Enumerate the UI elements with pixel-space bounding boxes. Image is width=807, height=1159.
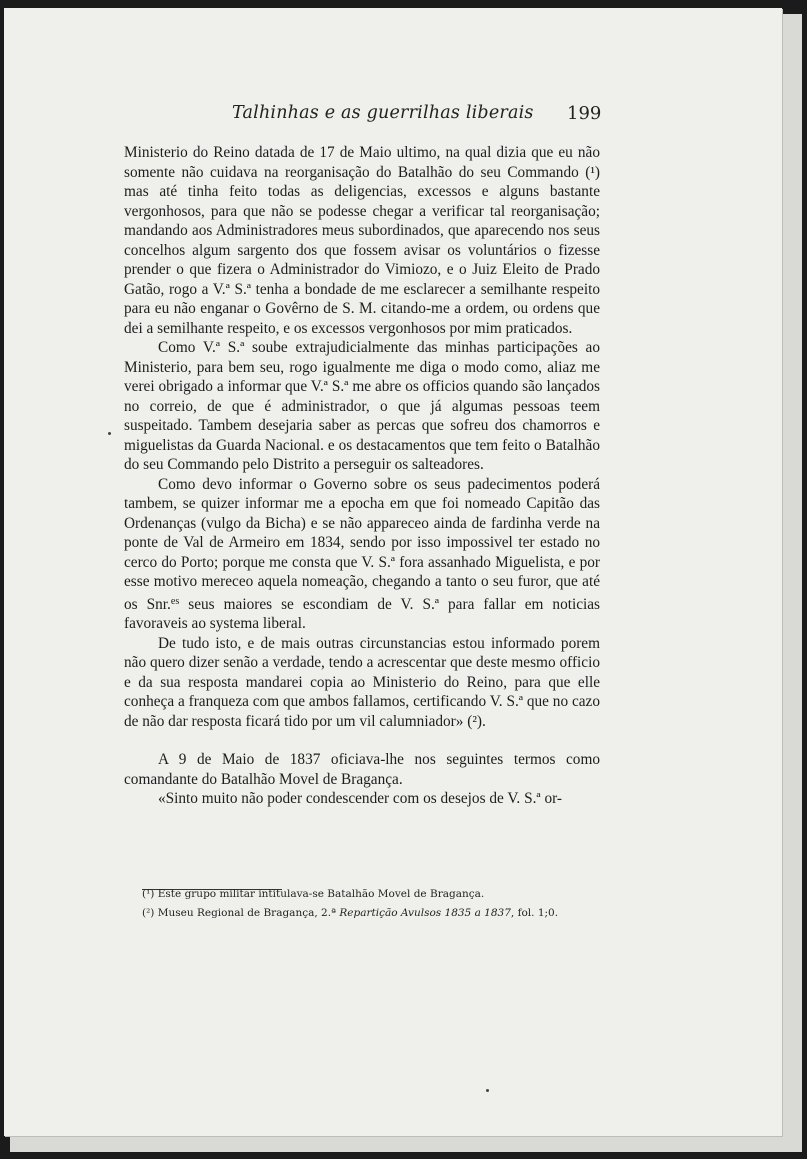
paragraph-4: De tudo isto, e de mais outras circunstancias estou informado porem não quero dizer senão a verdade, tendo a acrescentar que deste mesmo officio e da sua resposta mandarei copia ao Ministerio do Reino, para que elle conheça a franqueza com que ambos fallamos, certificando V. S.ª que no cazo de não dar resposta ficará tido por um vil calumniador» (²). bbox=[124, 634, 600, 730]
page-number: 199 bbox=[567, 103, 602, 124]
paragraph-2: Como V.ª S.ª soube extrajudicialmente das minhas participações ao Ministerio, para bem seu, rogo igualmente me diga o modo como, aliaz me verei obrigado a informar que V.ª S.ª me abre os officios quando são lançados no correio, de que é administrador, o que já algumas pessoas teem suspeitado. Tambem desejaria saber as percas que sofreu dos chamorros e miguelistas da Guarda Nacional. e os destacamentos que tem feito o Batalhão do seu Commando pelo Distrito a perseguir os salteadores. bbox=[124, 339, 600, 473]
paragraph-1: Ministerio do Reino datada de 17 de Maio ultimo, na qual dizia que eu não somente não cuidava na reorganisação do Batalhão do seu Commando (¹) mas até tinha feito todas as deligencias, excessos e alguns bastante vergonhosos, para que não se podesse chegar a verificar tal reorganisação; mandando aos Administradores meus subordinados, que aparecendo nos seus concelhos algum sargento dos que fossem avisar os voluntários o fizesse prender o que fizera o Administrador do Vimiozo, e o Juiz Eleito de Prado Gatão, rogo a V.ª S.ª tenha a bondade de me esclarecer a semilhante respeito para eu não enganar o Govêrno de S. M. citando-me a ordem, ou ordens que dei a semilhante respeito, e os excessos vergonhosos por mim praticados. bbox=[124, 144, 600, 337]
running-title: Talhinhas e as guerrilhas liberais bbox=[232, 103, 534, 123]
footnote-2: (²) Museu Regional de Bragança, 2.ª Repartição Avulsos 1835 a 1837, fol. 1;0. bbox=[142, 907, 559, 919]
footnote-ref-1: (¹) bbox=[585, 163, 600, 181]
book-page bbox=[4, 8, 782, 1136]
footnote-ref-2: (²) bbox=[467, 712, 482, 730]
paragraph-5: A 9 de Maio de 1837 oficiava-lhe nos seguintes termos como comandante do Batalhão Movel de Bragança. bbox=[124, 751, 600, 788]
paragraph-3: Como devo informar o Governo sobre os seus padecimentos poderá tambem, se quizer informar me a epocha em que foi nomeado Capitão das Ordenanças (vulgo da Bicha) e se não appareceo ainda de fardinha verde na ponte de Val de Armeiro em 1834, sendo por isso impossivel ter estado no cerco do Porto; porque me consta que V. S.ª fora assanhado Miguelista, e por esse motivo mereceo aquela nomeação, chegando a tanto o seu furor, que até os Snr.$^{es}$ seus maiores se escondiam de V. S.ª para fallar em noticias favoraveis ao systema liberal. bbox=[124, 475, 600, 632]
paper-speck bbox=[108, 432, 111, 435]
body-text bbox=[124, 143, 600, 809]
footnotes bbox=[142, 885, 602, 923]
paragraph-6: «Sinto muito não poder condescender com os desejos de V. S.ª or- bbox=[158, 790, 562, 807]
paper-speck bbox=[486, 1089, 489, 1092]
running-header bbox=[4, 103, 782, 133]
footnote-1: (¹) Este grupo militar intitulava-se Batalhão Movel de Bragança. bbox=[142, 888, 485, 900]
